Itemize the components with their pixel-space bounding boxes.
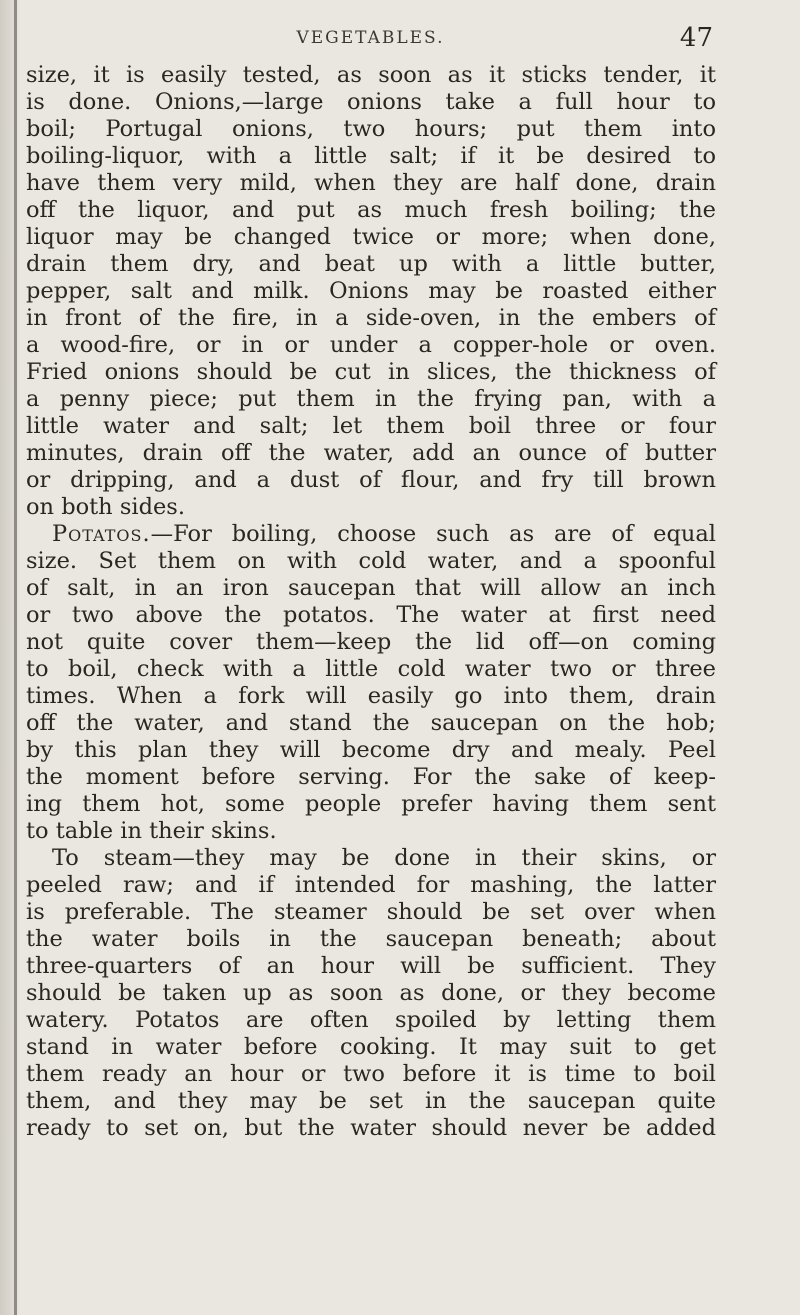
potatos-heading: Potatos. <box>52 521 151 547</box>
text-line: boil; Portugal onions, two hours; put them into <box>26 116 716 142</box>
text-line: them, and they may be set in the saucepan quite <box>26 1088 716 1114</box>
text-line: have them very mild, when they are half done, drain <box>26 170 716 196</box>
binding-shadow <box>14 0 17 1315</box>
text-line: watery. Potatos are often spoiled by letting them <box>26 1007 716 1033</box>
page-body <box>26 62 716 1142</box>
text-line: not quite cover them—keep the lid off—on coming <box>26 629 716 655</box>
text-line: little water and salt; let them boil three or four <box>26 413 716 439</box>
text-line: them ready an hour or two before it is time to boil <box>26 1061 716 1087</box>
text-line: on both sides. <box>26 494 185 520</box>
text-line: the moment before serving. For the sake of keep- <box>26 764 716 790</box>
running-head: VEGETABLES. <box>296 28 445 48</box>
text-line: peeled raw; and if intended for mashing, the latter <box>26 872 716 898</box>
text-line: To steam—they may be done in their skins, or <box>52 845 716 871</box>
text-line: or dripping, and a dust of flour, and fry till brown <box>26 467 716 493</box>
text-line: the water boils in the saucepan beneath; about <box>26 926 716 952</box>
text-line: to table in their skins. <box>26 818 277 844</box>
text-line: off the water, and stand the saucepan on the hob; <box>26 710 716 736</box>
page-header <box>28 23 713 58</box>
text-line: three-quarters of an hour will be sufficient. They <box>26 953 716 979</box>
text-line: times. When a fork will easily go into them, drain <box>26 683 716 709</box>
text-line: stand in water before cooking. It may suit to get <box>26 1034 716 1060</box>
text-line: in front of the fire, in a side-oven, in the embers of <box>26 305 716 331</box>
text-line: liquor may be changed twice or more; when done, <box>26 224 716 250</box>
text-line: drain them dry, and beat up with a little butter, <box>26 251 716 277</box>
text-line: minutes, drain off the water, add an ounce of butter <box>26 440 716 466</box>
text-line: is done. Onions,—large onions take a full hour to <box>26 89 716 115</box>
text-line: boiling-liquor, with a little salt; if it be desired to <box>26 143 716 169</box>
text-line: by this plan they will become dry and mealy. Peel <box>26 737 716 763</box>
text-line: of salt, in an iron saucepan that will allow an inch <box>26 575 716 601</box>
text-line: size. Set them on with cold water, and a spoonful <box>26 548 716 574</box>
text-line: a penny piece; put them in the frying pan, with a <box>26 386 716 412</box>
text-line: should be taken up as soon as done, or they become <box>26 980 716 1006</box>
text-line: to boil, check with a little cold water two or three <box>26 656 716 682</box>
text-line: pepper, salt and milk. Onions may be roasted either <box>26 278 716 304</box>
text-line: off the liquor, and put as much fresh boiling; the <box>26 197 716 223</box>
page-left-edge <box>0 0 20 1315</box>
text-line: is preferable. The steamer should be set over when <box>26 899 716 925</box>
text-line: ing them hot, some people prefer having them sent <box>26 791 716 817</box>
text-line: or two above the potatos. The water at first need <box>26 602 716 628</box>
potatos-paragraph-first-line <box>26 521 716 548</box>
page-number: 47 <box>679 23 713 53</box>
potatos-first-line-text: —For boiling, choose such as are of equal <box>150 521 716 547</box>
text-line: Fried onions should be cut in slices, the thickness of <box>26 359 716 385</box>
text-line: size, it is easily tested, as soon as it sticks tender, it <box>26 62 716 88</box>
text-line: a wood-fire, or in or under a copper-hole or oven. <box>26 332 716 358</box>
text-line: ready to set on, but the water should never be added <box>26 1115 716 1141</box>
